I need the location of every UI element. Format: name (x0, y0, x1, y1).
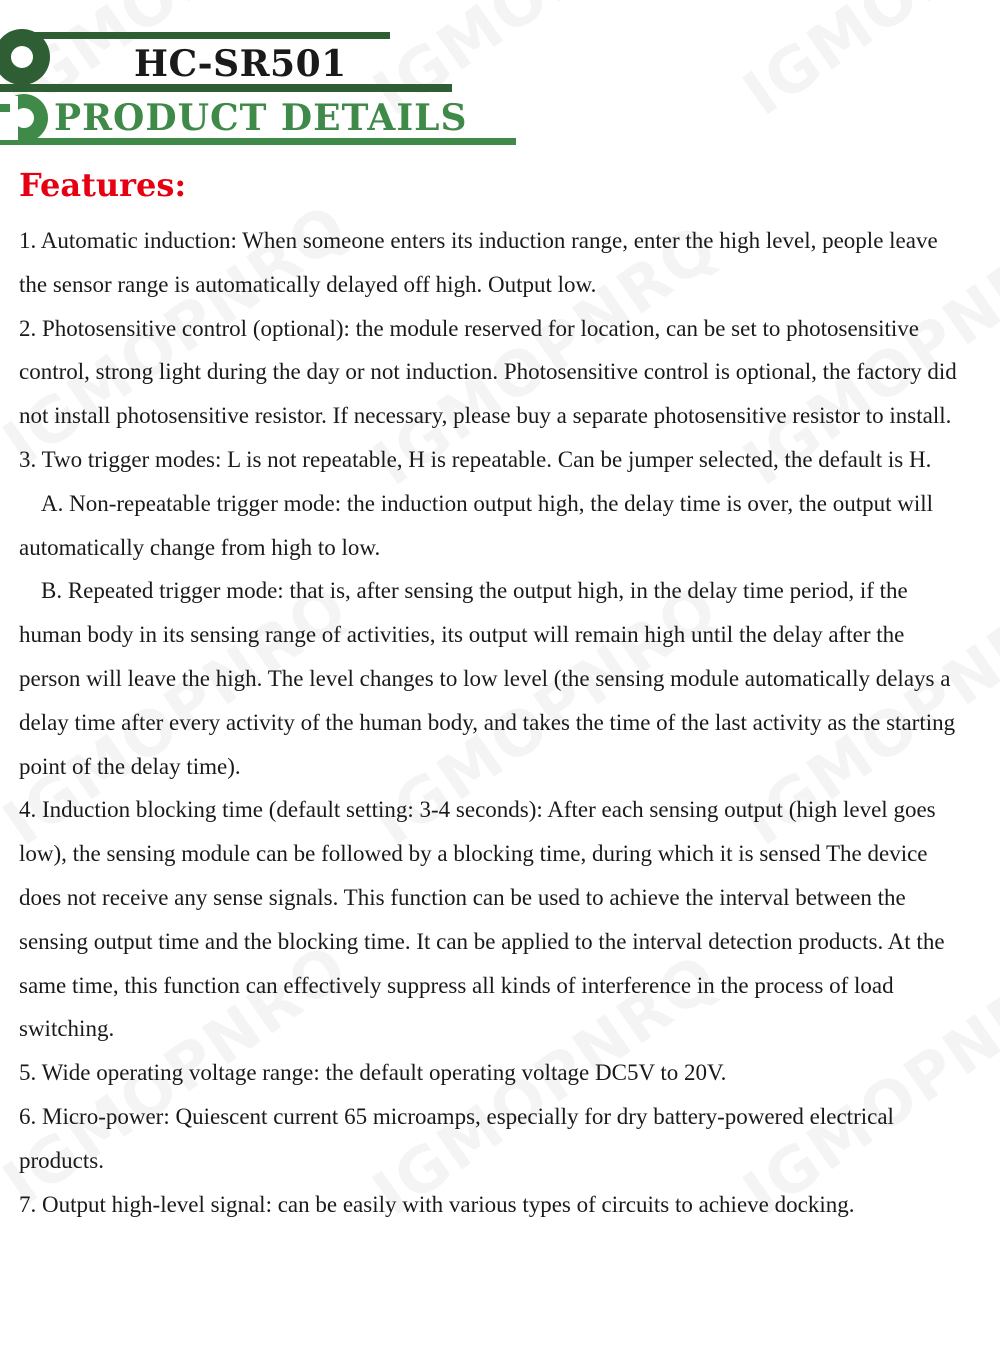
features-list (19, 219, 969, 1226)
ring-mask (0, 96, 18, 140)
header-banner (0, 0, 530, 150)
feature-item: 6. Micro-power: Quiescent current 65 microamps, especially for dry battery-powered electrical products. (19, 1103, 894, 1173)
feature-item: 7. Output high-level signal: can be easily with various types of circuits to achieve docking. (19, 1191, 855, 1217)
product-name: HC-SR501 (134, 43, 347, 85)
ring-hole (11, 46, 33, 68)
feature-item: 3. Two trigger modes: L is not repeatable, H is repeatable. Can be jumper selected, the default is H. (19, 446, 932, 472)
ring-stub (0, 104, 10, 112)
features-heading: Features: (19, 166, 187, 204)
feature-item: 1. Automatic induction: When someone enters its induction range, enter the high level, people leave the sensor range is automatically delayed off high. Output low. (19, 228, 938, 297)
feature-item: 4. Induction blocking time (default setting: 3-4 seconds): After each sensing output (high level goes low), the sensing module can be followed by a blocking time, during which it is sensed The device does not receive any sense signals. This function can be used to achieve the interval between the sensing output time and the blocking time. It can be applied to the interval detection products. At the same time, this function can effectively suppress all kinds of interference in the process of load switching. (19, 797, 945, 1042)
feature-subitem: B. Repeated trigger mode: that is, after sensing the output high, in the delay time period, if the human body in its sensing range of activities, its output will remain high until the delay after the person will leave the high. The level changes to low level (the sensing module automatically delays a delay time after every activity of the human body, and takes the time of the last activity as the starting point of the delay time). (19, 578, 956, 779)
top-bar (30, 32, 390, 39)
watermark (730, 0, 1000, 130)
feature-item: 2. Photosensitive control (optional): the module reserved for location, can be set to photosensitive control, strong light during the day or not induction. Photosensitive control is optional, the factory did not install photosensitive resistor. If necessary, please buy a separate photosensitive resistor to install. (19, 315, 957, 429)
feature-subitem: A. Non-repeatable trigger mode: the induction output high, the delay time is over, the output will automatically change from high to low. (19, 490, 934, 560)
feature-item: 5. Wide operating voltage range: the default operating voltage DC5V to 20V. (19, 1060, 727, 1086)
section-title: PRODUCT DETAILS (54, 97, 468, 139)
